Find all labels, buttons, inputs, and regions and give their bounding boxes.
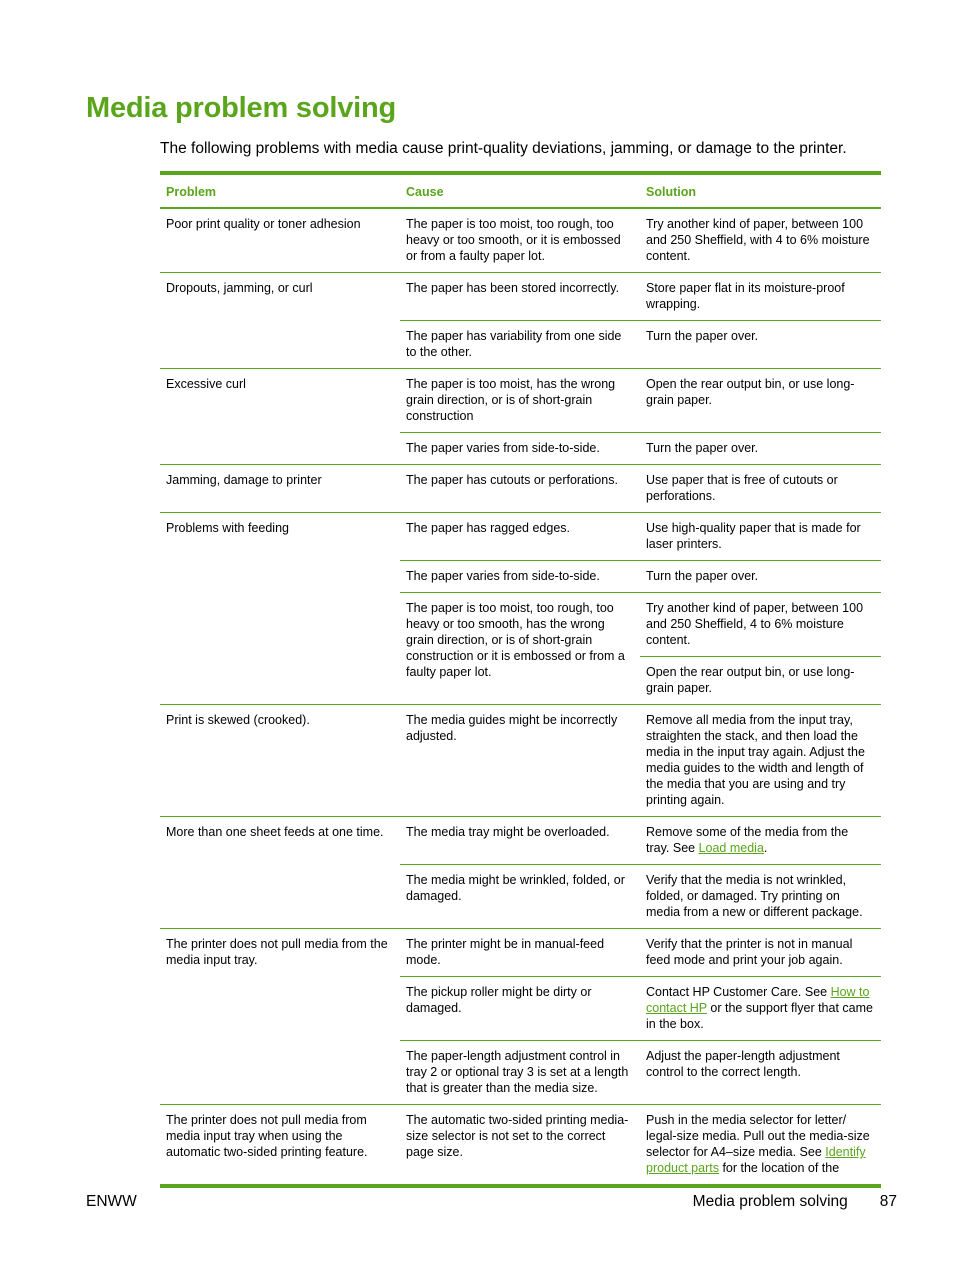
problem-cell: Jamming, damage to printer xyxy=(166,473,322,487)
solution-cell xyxy=(640,593,881,657)
cause-cell: The automatic two-sided printing media-size selector is not set to the correct page size. xyxy=(406,1113,629,1159)
solution-cell xyxy=(640,433,881,464)
header-solution: Solution xyxy=(646,185,696,199)
solution-cell xyxy=(640,561,881,592)
solution-text: Contact HP Customer Care. See xyxy=(646,985,831,999)
solution-cell xyxy=(640,929,881,976)
table-row xyxy=(400,865,881,928)
cause-cell: The paper has been stored incorrectly. xyxy=(406,281,620,295)
solution-column xyxy=(640,273,881,320)
problem-cell: The printer does not pull media from media input tray when using the automatic two-sided printing feature. xyxy=(166,1113,368,1159)
solution-cell xyxy=(640,1041,881,1088)
solution-cell xyxy=(640,369,881,416)
solution-text: Remove some of the media from the tray. See xyxy=(646,825,849,855)
solution-cell xyxy=(640,705,881,816)
solution-column xyxy=(640,1041,881,1104)
problem-group xyxy=(160,273,881,369)
solution-text: . xyxy=(763,841,768,855)
table-row xyxy=(400,513,881,561)
table-row xyxy=(400,1105,881,1184)
table-row xyxy=(400,561,881,593)
cause-cell: The media tray might be overloaded. xyxy=(406,825,610,839)
intro-text: The following problems with media cause print-quality deviations, jamming, or damage to the printer. xyxy=(160,140,847,157)
solution-cell xyxy=(640,465,881,512)
problem-cell: Problems with feeding xyxy=(166,521,289,535)
cause-cell: The media guides might be incorrectly adjusted. xyxy=(406,713,618,743)
solution-text: for the location of the xyxy=(718,1161,840,1175)
cross-reference-link[interactable]: Load media xyxy=(698,841,764,855)
table-row xyxy=(400,433,881,464)
solution-cell xyxy=(640,977,881,1040)
solution-text: Open the rear output bin, or use long-grain paper. xyxy=(646,377,855,407)
solution-column xyxy=(640,321,881,368)
solution-text: Verify that the media is not wrinkled, folded, or damaged. Try printing on media from a new or different package. xyxy=(646,873,863,919)
solution-column xyxy=(640,369,881,432)
solution-column xyxy=(640,433,881,464)
problem-group xyxy=(160,705,881,817)
solution-text: Verify that the printer is not in manual feed mode and print your job again. xyxy=(646,937,853,967)
solution-column xyxy=(640,865,881,928)
cause-cell: The paper has ragged edges. xyxy=(406,521,571,535)
solution-text: Remove all media from the input tray, straighten the stack, and then load the media in the input tray again. Adjust the media guides to the width and length of the media that you are using and try printing again. xyxy=(646,713,865,807)
header-problem: Problem xyxy=(166,185,217,199)
page-number: 87 xyxy=(879,1193,897,1210)
solution-text: Turn the paper over. xyxy=(646,329,759,343)
solution-text: Push in the media selector for letter/ legal-size media. Pull out the media-size selector for A4–size media. See xyxy=(646,1113,870,1159)
solution-column xyxy=(640,817,881,864)
media-problems-table xyxy=(160,171,881,1188)
table-row xyxy=(400,369,881,433)
cause-cell: The media might be wrinkled, folded, or damaged. xyxy=(406,873,625,903)
cause-cell: The paper varies from side-to-side. xyxy=(406,569,600,583)
problem-cell: Dropouts, jamming, or curl xyxy=(166,281,313,295)
table-row xyxy=(400,929,881,977)
table-row xyxy=(400,705,881,816)
solution-column xyxy=(640,209,881,272)
header-cause: Cause xyxy=(406,185,444,199)
cause-cell: The paper has variability from one side to the other. xyxy=(406,329,622,359)
cause-cell: The paper-length adjustment control in tray 2 or optional tray 3 is set at a length that is greater than the media size. xyxy=(406,1049,629,1095)
solution-text: Try another kind of paper, between 100 and 250 Sheffield, 4 to 6% moisture content. xyxy=(646,601,864,647)
solution-cell xyxy=(640,209,881,272)
table-row xyxy=(400,593,881,704)
solution-cell xyxy=(640,321,881,352)
cause-cell: The paper varies from side-to-side. xyxy=(406,441,600,455)
solution-cell xyxy=(640,865,881,928)
solution-cell xyxy=(640,273,881,320)
cause-cell: The pickup roller might be dirty or damaged. xyxy=(406,985,592,1015)
problem-cell: More than one sheet feeds at one time. xyxy=(166,825,384,839)
problem-cell: Excessive curl xyxy=(166,377,246,391)
solution-text: Open the rear output bin, or use long-grain paper. xyxy=(646,665,855,695)
solution-column xyxy=(640,593,881,704)
solution-text: Use high-quality paper that is made for laser printers. xyxy=(646,521,861,551)
solution-text: or the support flyer that came in the box. xyxy=(646,1001,873,1031)
footer-right xyxy=(693,1193,897,1211)
solution-text: Use paper that is free of cutouts or perforations. xyxy=(646,473,838,503)
problem-cell: Print is skewed (crooked). xyxy=(166,713,310,727)
solution-cell xyxy=(640,1105,881,1184)
solution-text: Adjust the paper-length adjustment control to the correct length. xyxy=(646,1049,840,1079)
cause-cell: The paper has cutouts or perforations. xyxy=(406,473,618,487)
problem-group xyxy=(160,1105,881,1188)
solution-text: Turn the paper over. xyxy=(646,569,759,583)
solution-column xyxy=(640,977,881,1040)
solution-column xyxy=(640,465,881,512)
cause-cell: The paper is too moist, too rough, too heavy or too smooth, or it is embossed or from a faulty paper lot. xyxy=(406,217,621,263)
solution-column xyxy=(640,1105,881,1184)
cause-cell: The paper is too moist, has the wrong grain direction, or is of short-grain construction xyxy=(406,377,616,423)
solution-column xyxy=(640,929,881,976)
footer-left: ENWW xyxy=(86,1193,137,1210)
table-row xyxy=(400,1041,881,1104)
problem-group xyxy=(160,929,881,1105)
solution-cell xyxy=(640,513,881,560)
page-title: Media problem solving xyxy=(86,92,397,124)
solution-text: Turn the paper over. xyxy=(646,441,759,455)
cause-cell: The printer might be in manual-feed mode. xyxy=(406,937,605,967)
table-row xyxy=(400,209,881,272)
cross-reference-link[interactable]: Identify product parts xyxy=(646,1145,866,1175)
cause-cell: The paper is too moist, too rough, too heavy or too smooth, has the wrong grain direction, or is of short-grain construction or it is embossed or from a faulty paper lot. xyxy=(406,601,625,679)
table-row xyxy=(400,273,881,321)
table-body xyxy=(160,209,881,1188)
problem-cell: The printer does not pull media from the media input tray. xyxy=(166,937,388,967)
table-row xyxy=(400,977,881,1041)
footer-section: Media problem solving xyxy=(692,1193,848,1210)
solution-column xyxy=(640,705,881,816)
problem-group xyxy=(160,817,881,929)
table-row xyxy=(400,817,881,865)
solution-cell xyxy=(640,817,881,864)
solution-column xyxy=(640,513,881,560)
problem-group xyxy=(160,209,881,273)
problem-group xyxy=(160,465,881,513)
solution-text: Try another kind of paper, between 100 and 250 Sheffield, with 4 to 6% moisture content. xyxy=(646,217,870,263)
solution-column xyxy=(640,561,881,592)
cross-reference-link[interactable]: How to contact HP xyxy=(646,985,870,1015)
table-row xyxy=(400,465,881,512)
solution-text: Store paper flat in its moisture-proof wrapping. xyxy=(646,281,845,311)
problem-group xyxy=(160,369,881,465)
problem-group xyxy=(160,513,881,705)
table-header xyxy=(160,175,881,209)
table-row xyxy=(400,321,881,368)
solution-cell xyxy=(640,657,881,704)
problem-cell: Poor print quality or toner adhesion xyxy=(166,217,361,231)
